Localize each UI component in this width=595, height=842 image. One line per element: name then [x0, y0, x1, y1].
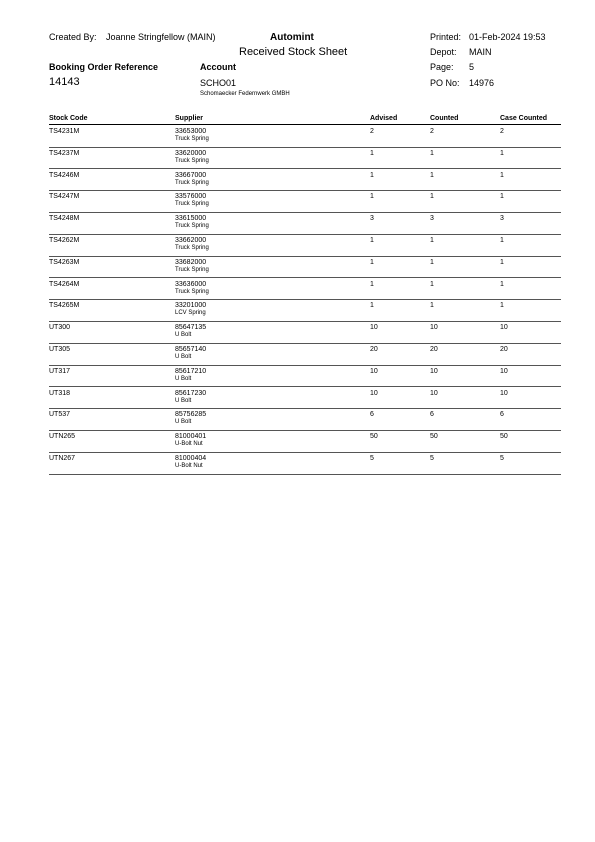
description-cell: U Bolt: [175, 397, 192, 404]
row-divider: [49, 147, 561, 148]
advised-cell: 1: [370, 280, 374, 288]
supplier-code-cell: 81000404: [175, 455, 207, 462]
row-divider: [49, 168, 561, 169]
case-counted-cell: 10: [500, 324, 508, 332]
account-label: Account: [200, 62, 236, 72]
description-cell: U Bolt: [175, 332, 192, 339]
col-advised: Advised: [370, 115, 398, 122]
stock-code-cell: TS4237M: [49, 149, 80, 157]
printed-label: Printed:: [430, 32, 462, 42]
supplier-code-cell: 33576000: [175, 193, 207, 201]
row-divider: [49, 256, 561, 257]
company-name: Automint: [270, 32, 314, 43]
description-cell: Truck Spring: [175, 223, 209, 230]
created-by-label: Created By:: [49, 32, 97, 42]
stock-code-cell: UT318: [49, 389, 71, 397]
stock-code-cell: TS4246M: [49, 171, 80, 179]
counted-cell: 6: [430, 411, 434, 419]
advised-cell: 5: [370, 455, 374, 462]
supplier-code-cell: 33201000: [175, 302, 207, 310]
counted-cell: 3: [430, 215, 434, 223]
row-divider: [49, 430, 561, 431]
supplier-code-cell: 33662000: [175, 237, 207, 244]
stock-code-cell: UT305: [49, 346, 71, 353]
supplier-code-cell: 33636000: [175, 280, 207, 288]
stock-code-cell: UT537: [49, 411, 71, 419]
col-supplier: Supplier: [175, 115, 204, 122]
row-divider: [49, 299, 561, 300]
stock-code-cell: UTN265: [49, 433, 76, 441]
supplier-code-cell: 33682000: [175, 258, 207, 266]
advised-cell: 1: [370, 237, 374, 244]
stock-code-cell: UT317: [49, 367, 71, 375]
case-counted-cell: 20: [500, 346, 508, 353]
row-divider: [49, 190, 561, 191]
stock-code-cell: TS4263M: [49, 258, 80, 266]
row-divider: [49, 343, 561, 344]
supplier-code-cell: 85617210: [175, 367, 207, 375]
case-counted-cell: 1: [500, 171, 504, 179]
po-label: PO No:: [430, 78, 460, 88]
case-counted-cell: 1: [500, 280, 504, 288]
col-case-counted: Case Counted: [500, 115, 548, 122]
supplier-code-cell: 85756285: [175, 411, 207, 419]
supplier-code-cell: 85647135: [175, 324, 207, 332]
case-counted-cell: 1: [500, 193, 504, 201]
booking-order-label: Booking Order Reference: [49, 62, 159, 72]
counted-cell: 10: [430, 324, 438, 332]
case-counted-cell: 3: [500, 215, 504, 223]
description-cell: Truck Spring: [175, 136, 209, 142]
advised-cell: 3: [370, 215, 374, 223]
counted-cell: 5: [430, 455, 434, 462]
supplier-code-cell: 33615000: [175, 215, 207, 223]
case-counted-cell: 1: [500, 149, 504, 157]
supplier-code-cell: 85617230: [175, 389, 207, 397]
case-counted-cell: 1: [500, 237, 504, 244]
created-by-value: Joanne Stringfellow (MAIN): [106, 32, 216, 42]
counted-cell: 50: [430, 433, 438, 441]
case-counted-cell: 5: [500, 455, 504, 462]
counted-cell: 10: [430, 367, 438, 375]
description-cell: Truck Spring: [175, 288, 209, 295]
counted-cell: 1: [430, 302, 434, 310]
counted-cell: 1: [430, 171, 434, 179]
advised-cell: 1: [370, 258, 374, 266]
advised-cell: 1: [370, 193, 374, 201]
counted-cell: 1: [430, 193, 434, 201]
description-cell: U Bolt: [175, 375, 192, 382]
po-value: 14976: [469, 78, 495, 88]
row-divider: [49, 452, 561, 453]
row-divider: [49, 474, 561, 475]
row-divider: [49, 408, 561, 409]
advised-cell: 10: [370, 324, 378, 332]
case-counted-cell: 2: [500, 128, 504, 135]
col-stock-code: Stock Code: [49, 115, 88, 122]
advised-cell: 10: [370, 367, 378, 375]
depot-label: Depot:: [430, 47, 457, 57]
advised-cell: 2: [370, 128, 374, 135]
account-name: Schomaecker Federnwerk GMBH: [200, 91, 290, 97]
description-cell: U Bolt: [175, 419, 192, 426]
description-cell: Truck Spring: [175, 179, 209, 186]
advised-cell: 50: [370, 433, 378, 441]
page-label: Page:: [430, 62, 454, 72]
description-cell: Truck Spring: [175, 266, 209, 273]
advised-cell: 1: [370, 302, 374, 310]
counted-cell: 1: [430, 280, 434, 288]
advised-cell: 6: [370, 411, 374, 419]
counted-cell: 1: [430, 258, 434, 266]
counted-cell: 20: [430, 346, 438, 353]
description-cell: LCV Spring: [175, 310, 206, 317]
supplier-code-cell: 81000401: [175, 433, 207, 441]
row-divider: [49, 321, 561, 322]
description-cell: Truck Spring: [175, 201, 209, 208]
sheet-title: Received Stock Sheet: [239, 46, 348, 58]
row-divider: [49, 212, 561, 213]
case-counted-cell: 50: [500, 433, 508, 441]
stock-code-cell: UTN267: [49, 455, 76, 462]
stock-code-cell: UT300: [49, 324, 71, 332]
stock-code-cell: TS4247M: [49, 193, 80, 201]
printed-value: 01-Feb-2024 19:53: [469, 32, 546, 42]
case-counted-cell: 10: [500, 367, 508, 375]
row-divider: [49, 386, 561, 387]
advised-cell: 1: [370, 149, 374, 157]
counted-cell: 1: [430, 149, 434, 157]
description-cell: U-Bolt Nut: [175, 441, 203, 448]
case-counted-cell: 6: [500, 411, 504, 419]
description-cell: Truck Spring: [175, 245, 209, 251]
counted-cell: 10: [430, 389, 438, 397]
counted-cell: 1: [430, 237, 434, 244]
description-cell: Truck Spring: [175, 157, 209, 164]
counted-cell: 2: [430, 128, 434, 135]
supplier-code-cell: 33653000: [175, 128, 207, 135]
stock-code-cell: TS4265M: [49, 302, 80, 310]
depot-value: MAIN: [469, 47, 492, 57]
account-code: SCHO01: [200, 78, 237, 88]
row-divider: [49, 277, 561, 278]
description-cell: U Bolt: [175, 354, 192, 360]
advised-cell: 1: [370, 171, 374, 179]
supplier-code-cell: 85657140: [175, 346, 207, 353]
advised-cell: 20: [370, 346, 378, 353]
case-counted-cell: 10: [500, 389, 508, 397]
stock-code-cell: TS4264M: [49, 280, 80, 288]
header-divider: [49, 124, 561, 125]
page-value: 5: [469, 62, 475, 72]
row-divider: [49, 234, 561, 235]
case-counted-cell: 1: [500, 302, 504, 310]
row-divider: [49, 365, 561, 366]
advised-cell: 10: [370, 389, 378, 397]
description-cell: U-Bolt Nut: [175, 463, 203, 469]
booking-order-value: 14143: [49, 76, 80, 88]
stock-code-cell: TS4231M: [49, 128, 80, 135]
supplier-code-cell: 33667000: [175, 171, 207, 179]
stock-code-cell: TS4248M: [49, 215, 80, 223]
supplier-code-cell: 33620000: [175, 149, 207, 157]
stock-code-cell: TS4262M: [49, 237, 80, 244]
col-counted: Counted: [430, 115, 459, 122]
case-counted-cell: 1: [500, 258, 504, 266]
